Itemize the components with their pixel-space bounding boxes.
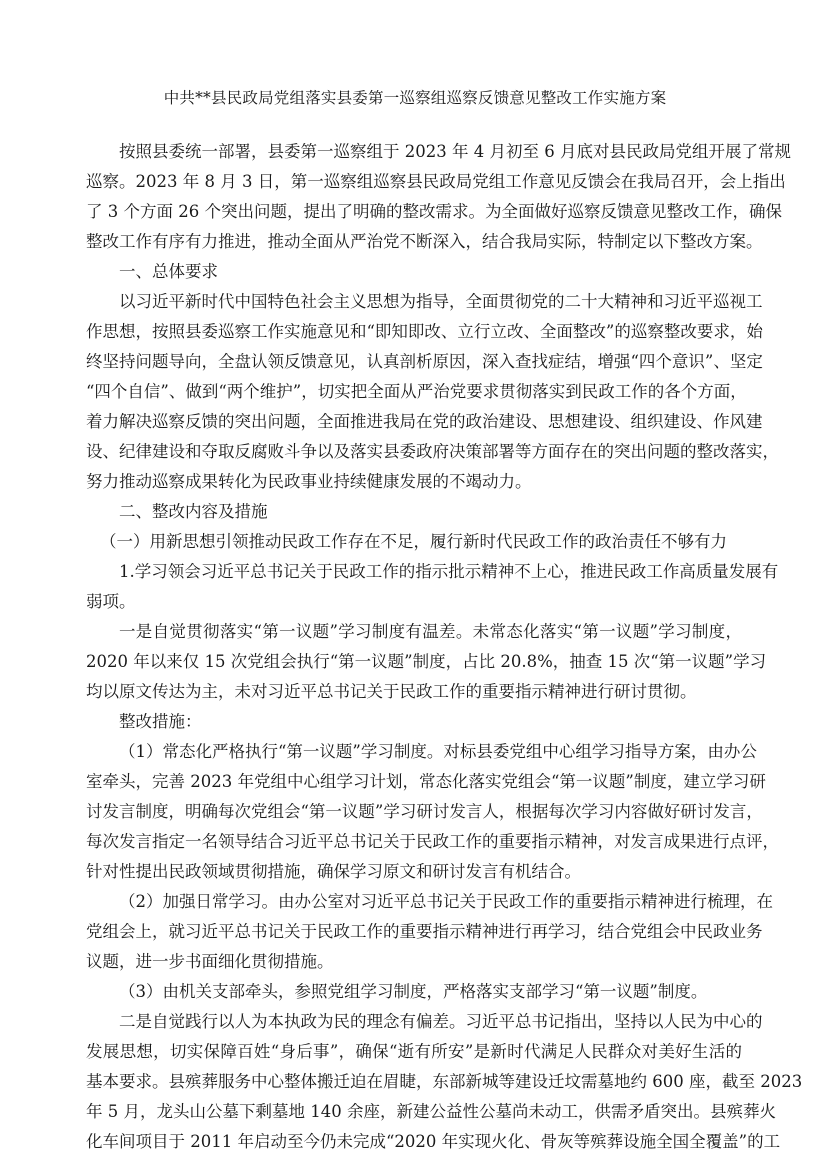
paragraph-line: 作思想，按照县委巡察工作实施意见和“即知即改、立行立改、全面整改”的巡察整改要求，始 <box>86 322 763 341</box>
paragraph-line: 年 5 月，龙头山公墓下剩墓地 140 余座，新建公益性公墓尚未动工，供需矛盾突出。县殡葬火 <box>86 1102 776 1121</box>
paragraph-line: （1）常态化严格执行“第一议题”学习制度。对标县委党组中心组学习指导方案，由办公 <box>119 742 757 761</box>
document-title: 中共**县民政局党组落实县委第一巡察组巡察反馈意见整改工作实施方案 <box>163 89 667 107</box>
paragraph-line: 化车间项目于 2011 年启动至今仍未完成“2020 年实现火化、骨灰等殡葬设施全国全覆盖”的工 <box>86 1132 781 1151</box>
paragraph-line: 2020 年以来仅 15 次党组会执行“第一议题”制度，占比 20.8%，抽查 15 次“第一议题”学习 <box>86 652 767 671</box>
paragraph-line: 二是自觉践行以人为本执政为民的理念有偏差。习近平总书记指出，坚持以人民为中心的 <box>119 1012 763 1031</box>
paragraph-line: “四个自信”、做到“两个维护”，切实把全面从严治党要求贯彻落实到民政工作的各个方面， <box>86 382 747 401</box>
paragraph-line: 巡察。2023 年 8 月 3 日，第一巡察组巡察县民政局党组工作意见反馈会在我局召开，会上指出 <box>86 172 786 191</box>
paragraph-line: 整改工作有序有力推进，推动全面从严治党不断深入，结合我局实际，特制定以下整改方案。 <box>86 232 763 251</box>
paragraph-line: 着力解决巡察反馈的突出问题，全面推进我局在党的政治建设、思想建设、组织建设、作风建 <box>86 412 763 431</box>
paragraph-line: 发展思想，切实保障百姓“身后事”，确保“逝有所安”是新时代满足人民群众对美好生活的 <box>86 1042 742 1061</box>
measures-heading: 整改措施： <box>119 712 202 731</box>
paragraph-line: 议题，进一步书面细化贯彻措施。 <box>86 952 334 971</box>
paragraph-line: 1.学习领会习近平总书记关于民政工作的指示批示精神不上心，推进民政工作高质量发展有 <box>119 562 779 581</box>
paragraph-line: 终坚持问题导向，全盘认领反馈意见，认真剖析原因，深入查找症结，增强“四个意识”、坚定 <box>86 352 763 371</box>
paragraph-line: 设、纪律建设和夺取反腐败斗争以及落实县委政府决策部署等方面存在的突出问题的整改落实， <box>86 442 779 461</box>
paragraph-line: 室牵头，完善 2023 年党组中心组学习计划，常态化落实党组会“第一议题”制度，建立学习研 <box>86 772 766 791</box>
paragraph-line: 以习近平新时代中国特色社会主义思想为指导，全面贯彻党的二十大精神和习近平巡视工 <box>119 292 763 311</box>
paragraph-line: 基本要求。县殡葬服务中心整体搬迁迫在眉睫，东部新城等建设迁坟需墓地约 600 座，截至 2023 <box>86 1072 803 1091</box>
paragraph-line: 弱项。 <box>86 592 136 611</box>
subsection-heading: （一）用新思想引领推动民政工作存在不足，履行新时代民政工作的政治责任不够有力 <box>100 532 727 551</box>
paragraph-line: 党组会上，就习近平总书记关于民政工作的重要指示精神进行再学习，结合党组会中民政业务 <box>86 922 763 941</box>
paragraph-line: 了 3 个方面 26 个突出问题，提出了明确的整改需求。为全面做好巡察反馈意见整改工作，确保 <box>86 202 782 221</box>
paragraph-line: 一是自觉贯彻落实“第一议题”学习制度有温差。未常态化落实“第一议题”学习制度， <box>119 622 742 641</box>
paragraph-line: 努力推动巡察成果转化为民政事业持续健康发展的不竭动力。 <box>86 472 532 491</box>
section-heading: 一、总体要求 <box>119 262 218 281</box>
paragraph-line: （2）加强日常学习。由办公室对习近平总书记关于民政工作的重要指示精神进行梳理，在 <box>119 892 773 911</box>
paragraph-line: 针对性提出民政领域贯彻措施，确保学习原文和研讨发言有机结合。 <box>86 862 581 881</box>
paragraph-line: 每次发言指定一名领导结合习近平总书记关于民政工作的重要指示精神，对发言成果进行点评， <box>86 832 779 851</box>
paragraph-line: 均以原文传达为主，未对习近平总书记关于民政工作的重要指示精神进行研讨贯彻。 <box>86 682 697 701</box>
paragraph-line: 按照县委统一部署，县委第一巡察组于 2023 年 4 月初至 6 月底对县民政局党组开展了常规 <box>119 142 791 161</box>
paragraph-line: 讨发言制度，明确每次党组会“第一议题”学习研讨发言人，根据每次学习内容做好研讨发言， <box>86 802 763 821</box>
paragraph-line: （3）由机关支部牵头，参照党组学习制度，严格落实支部学习“第一议题”制度。 <box>119 982 708 1001</box>
section-heading: 二、整改内容及措施 <box>119 502 268 521</box>
